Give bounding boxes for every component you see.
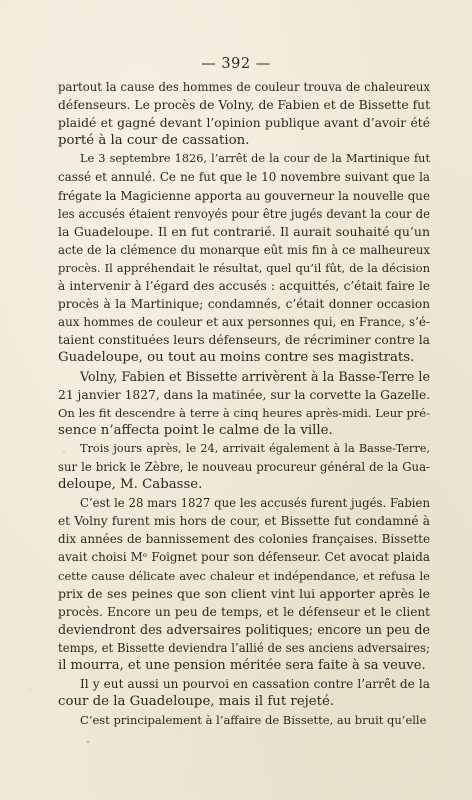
paragraph-first-line: Le 3 septembre 1826, l’arrêt de la cour de la Martinique fut [80,152,430,166]
text-line: procès à la Martinique; condamnés, c’était donner occasion [58,297,430,312]
text-line: cour de la Guadeloupe, mais il fut rejeté. [58,694,335,710]
text-line: deviendront des adversaires politiques; encore un peu de [58,621,430,637]
paragraph-first-line: C’est le 28 mars 1827 que les accusés furent jugés. Fabien [80,496,430,511]
text-line: plaidé et gagné devant l’opinion publique avant d’avoir été [58,116,430,131]
text-line: prix de ses peines que son client vint lui apporter après le [58,585,430,601]
text-line: cassé et annulé. Ce ne fut que le 10 novembre suivant que la [58,170,430,185]
text-line: avait choisi Mᵉ Foignet pour son défenseur. Cet avocat plaida [58,550,430,565]
text-line: Guadeloupe, ou tout au moins contre ses magistrats. [58,350,415,366]
text-line: On les fit descendre à terre à cinq heures après-midi. Leur pré- [58,405,430,420]
text-line: partout la cause des hommes de couleur trouva de chaleureux [58,80,430,94]
text-line: défenseurs. Le procès de Volny, de Fabien et de Bissette fut [58,98,430,113]
page-number: — 392 — [201,56,271,72]
text-line: sence n’affecta point le calme de la ville. [58,422,333,438]
text-line: dix années de bannissement des colonies françaises. Bissette [58,532,430,547]
text-line: aux hommes de couleur et aux personnes qui, en France, s’é- [58,315,430,330]
text-line: à intervenir à l’égard des accusés : acquittés, c’était faire le [58,279,430,294]
text-line: porté à la cour de cassation. [58,133,250,149]
paragraph-first-line: Il y eut aussi un pourvoi en cassation contre l’arrêt de la [80,677,430,692]
text-line: deloupe, M. Cabasse. [58,477,203,493]
text-line: la Guadeloupe. Il en fut contrarié. Il aurait souhaité qu’un [58,223,430,239]
paragraph-first-line: C’est principalement à l’affaire de Bissette, au bruit qu’elle [80,713,427,728]
text-line: temps, et Bissette deviendra l’allié de ses anciens adversaires; [58,640,430,655]
text-line: procès. Il appréhendait le résultat, quel qu’il fût, de la décision [58,260,430,275]
text-line: taient constituées leurs défenseurs, de récriminer contre la [58,333,430,348]
text-line: les accusés étaient renvoyés pour être jugés devant la cour de [58,206,430,221]
text-line: et Volny furent mis hors de cour, et Bissette fut condamné à [58,514,430,529]
paragraph-first-line: Trois jours après, le 24, arrivait également à la Basse-Terre, [80,441,430,455]
text-line: acte de la clémence du monarque eût mis fin à ce malheureux [58,242,430,257]
text-line: cette cause délicate avec chaleur et indépendance, et refusa le [58,568,430,583]
paragraph-first-line: Volny, Fabien et Bissette arrivèrent à la Basse-Terre le [80,368,430,384]
text-line: sur le brick le Zèbre, le nouveau procureur général de la Gua- [58,459,430,474]
text-line: frégate la Magicienne apporta au gouverneur la nouvelle que [58,188,430,203]
text-line: procès. Encore un peu de temps, et le défenseur et le client [58,604,430,619]
text-line: 21 janvier 1827, dans la matinée, sur la corvette la Gazelle. [58,387,430,402]
text-line: il mourra, et une pension méritée sera faite à sa veuve. [58,658,426,673]
body-text [58,78,430,729]
